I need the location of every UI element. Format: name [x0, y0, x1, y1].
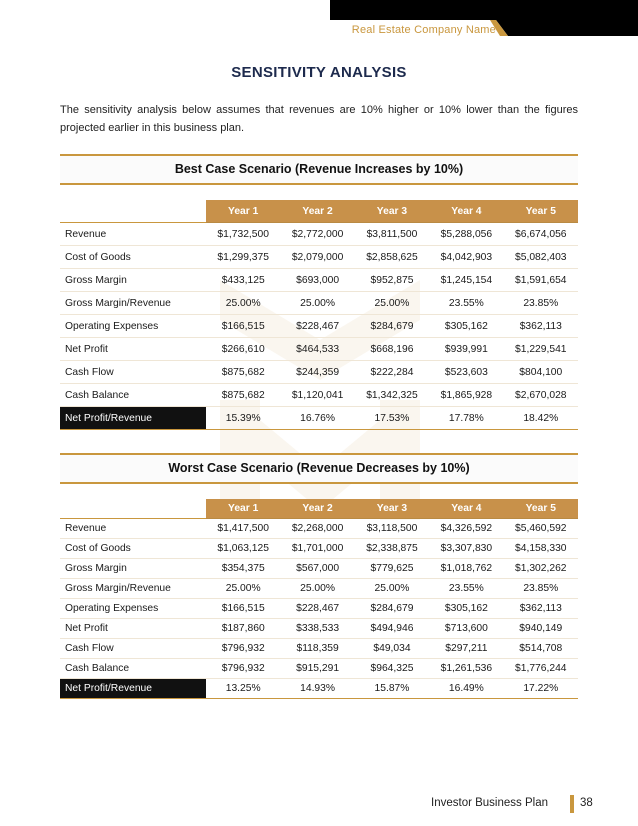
- row-label: Revenue: [60, 519, 206, 539]
- table-row: [60, 361, 578, 384]
- row-label: Cash Balance: [60, 659, 206, 679]
- table-cell: $1,342,325: [355, 384, 429, 407]
- table-cell: $187,860: [206, 619, 280, 639]
- column-header: Year 4: [429, 499, 503, 519]
- table-cell: $3,118,500: [355, 519, 429, 539]
- table-row: [60, 338, 578, 361]
- table-cell: $3,811,500: [355, 223, 429, 246]
- column-header: Year 3: [355, 499, 429, 519]
- table-cell: $297,211: [429, 639, 503, 659]
- table-cell: $1,018,762: [429, 559, 503, 579]
- table-cell: $1,261,536: [429, 659, 503, 679]
- table-cell: $338,533: [280, 619, 354, 639]
- table-cell: $964,325: [355, 659, 429, 679]
- table-cell: 25.00%: [280, 579, 354, 599]
- table-cell: $523,603: [429, 361, 503, 384]
- table-cell: $4,158,330: [504, 539, 578, 559]
- row-label: Operating Expenses: [60, 315, 206, 338]
- table-cell: $4,326,592: [429, 519, 503, 539]
- column-header: Year 1: [206, 200, 280, 223]
- table-cell: 25.00%: [280, 292, 354, 315]
- table-cell: $1,865,928: [429, 384, 503, 407]
- table-cell: $1,701,000: [280, 539, 354, 559]
- table-cell: $668,196: [355, 338, 429, 361]
- table-cell: $804,100: [504, 361, 578, 384]
- table-cell: $5,288,056: [429, 223, 503, 246]
- table-row: [60, 639, 578, 659]
- best-case-table: [60, 200, 578, 430]
- table-cell: $166,515: [206, 315, 280, 338]
- table-cell: $2,338,875: [355, 539, 429, 559]
- table-cell: $2,268,000: [280, 519, 354, 539]
- footer-divider: [570, 795, 574, 813]
- header-blank-cell: [60, 499, 206, 519]
- row-label: Net Profit: [60, 619, 206, 639]
- column-header: Year 4: [429, 200, 503, 223]
- table-cell: $305,162: [429, 315, 503, 338]
- table-cell: $796,932: [206, 639, 280, 659]
- table-cell: 15.87%: [355, 679, 429, 699]
- footer-doc-name: Investor Business Plan: [431, 797, 548, 809]
- table-cell: $875,682: [206, 361, 280, 384]
- worst-case-table: [60, 499, 578, 699]
- row-label: Cost of Goods: [60, 246, 206, 269]
- row-label: Gross Margin: [60, 559, 206, 579]
- page-number: 38: [580, 797, 593, 809]
- table-cell: $1,229,541: [504, 338, 578, 361]
- table-cell: $49,034: [355, 639, 429, 659]
- table-cell: $693,000: [280, 269, 354, 292]
- row-label: Net Profit/Revenue: [60, 679, 206, 699]
- table-row: [60, 384, 578, 407]
- table-cell: $514,708: [504, 639, 578, 659]
- table-cell: 16.49%: [429, 679, 503, 699]
- table-row: [60, 559, 578, 579]
- table-cell: $939,991: [429, 338, 503, 361]
- table-cell: $362,113: [504, 315, 578, 338]
- table-cell: 23.55%: [429, 579, 503, 599]
- table-cell: 23.85%: [504, 292, 578, 315]
- row-label: Cash Balance: [60, 384, 206, 407]
- table-cell: 14.93%: [280, 679, 354, 699]
- table-cell: $284,679: [355, 599, 429, 619]
- row-label: Cost of Goods: [60, 539, 206, 559]
- row-label: Net Profit/Revenue: [60, 407, 206, 430]
- table-cell: $940,149: [504, 619, 578, 639]
- table-cell: 23.55%: [429, 292, 503, 315]
- table-row: [60, 539, 578, 559]
- table-cell: $362,113: [504, 599, 578, 619]
- company-name: Real Estate Company Name: [351, 24, 496, 36]
- column-header: Year 1: [206, 499, 280, 519]
- table-cell: $1,063,125: [206, 539, 280, 559]
- table-cell: $433,125: [206, 269, 280, 292]
- table-row: [60, 619, 578, 639]
- table-cell: $354,375: [206, 559, 280, 579]
- table-cell: $915,291: [280, 659, 354, 679]
- table-cell: 16.76%: [280, 407, 354, 430]
- table-cell: $875,682: [206, 384, 280, 407]
- table-cell: $1,120,041: [280, 384, 354, 407]
- table-cell: 25.00%: [206, 292, 280, 315]
- table-cell: $464,533: [280, 338, 354, 361]
- table-row: [60, 599, 578, 619]
- page-title: SENSITIVITY ANALYSIS: [231, 64, 407, 81]
- table-row: [60, 659, 578, 679]
- header-blank-cell: [60, 200, 206, 223]
- table-cell: $1,299,375: [206, 246, 280, 269]
- table-cell: $6,674,056: [504, 223, 578, 246]
- table-cell: 25.00%: [206, 579, 280, 599]
- table-cell: $244,359: [280, 361, 354, 384]
- table-row: [60, 292, 578, 315]
- row-label: Gross Margin: [60, 269, 206, 292]
- best-case-section: [60, 154, 578, 430]
- table-header-row: [60, 200, 578, 223]
- table-cell: 13.25%: [206, 679, 280, 699]
- table-cell: $222,284: [355, 361, 429, 384]
- column-header: Year 3: [355, 200, 429, 223]
- table-row: [60, 679, 578, 699]
- table-cell: $228,467: [280, 315, 354, 338]
- best-case-heading: Best Case Scenario (Revenue Increases by 10%): [60, 154, 578, 185]
- table-cell: 17.53%: [355, 407, 429, 430]
- table-cell: $1,302,262: [504, 559, 578, 579]
- table-cell: $494,946: [355, 619, 429, 639]
- table-cell: $3,307,830: [429, 539, 503, 559]
- table-cell: $305,162: [429, 599, 503, 619]
- worst-case-heading: Worst Case Scenario (Revenue Decreases by 10%): [60, 453, 578, 484]
- table-cell: $5,082,403: [504, 246, 578, 269]
- table-cell: 25.00%: [355, 579, 429, 599]
- table-cell: $2,670,028: [504, 384, 578, 407]
- row-label: Operating Expenses: [60, 599, 206, 619]
- row-label: Cash Flow: [60, 361, 206, 384]
- table-cell: 18.42%: [504, 407, 578, 430]
- table-row: [60, 223, 578, 246]
- table-cell: $4,042,903: [429, 246, 503, 269]
- header-bar: [0, 0, 638, 44]
- table-row: [60, 579, 578, 599]
- table-cell: $2,772,000: [280, 223, 354, 246]
- table-cell: $796,932: [206, 659, 280, 679]
- row-label: Gross Margin/Revenue: [60, 579, 206, 599]
- column-header: Year 2: [280, 499, 354, 519]
- row-label: Net Profit: [60, 338, 206, 361]
- table-cell: $284,679: [355, 315, 429, 338]
- table-cell: $952,875: [355, 269, 429, 292]
- row-label: Cash Flow: [60, 639, 206, 659]
- table-header-row: [60, 499, 578, 519]
- column-header: Year 2: [280, 200, 354, 223]
- table-cell: $1,417,500: [206, 519, 280, 539]
- table-cell: $266,610: [206, 338, 280, 361]
- table-row: [60, 407, 578, 430]
- table-cell: $779,625: [355, 559, 429, 579]
- table-cell: 25.00%: [355, 292, 429, 315]
- table-cell: $166,515: [206, 599, 280, 619]
- table-cell: $2,079,000: [280, 246, 354, 269]
- table-cell: $1,245,154: [429, 269, 503, 292]
- table-cell: 17.78%: [429, 407, 503, 430]
- table-cell: $228,467: [280, 599, 354, 619]
- table-cell: $1,776,244: [504, 659, 578, 679]
- column-header: Year 5: [504, 499, 578, 519]
- table-row: [60, 246, 578, 269]
- table-row: [60, 315, 578, 338]
- table-row: [60, 269, 578, 292]
- table-row: [60, 519, 578, 539]
- header-shape: [0, 0, 638, 44]
- table-cell: $567,000: [280, 559, 354, 579]
- intro-paragraph: The sensitivity analysis below assumes that revenues are 10% higher or 10% lower than the figures projected earlier in this business plan.: [60, 104, 578, 134]
- table-cell: 15.39%: [206, 407, 280, 430]
- table-cell: $2,858,625: [355, 246, 429, 269]
- table-cell: $1,732,500: [206, 223, 280, 246]
- row-label: Gross Margin/Revenue: [60, 292, 206, 315]
- row-label: Revenue: [60, 223, 206, 246]
- table-cell: $1,591,654: [504, 269, 578, 292]
- column-header: Year 5: [504, 200, 578, 223]
- table-cell: 23.85%: [504, 579, 578, 599]
- table-cell: 17.22%: [504, 679, 578, 699]
- worst-case-section: [60, 453, 578, 699]
- table-cell: $713,600: [429, 619, 503, 639]
- table-cell: $118,359: [280, 639, 354, 659]
- table-cell: $5,460,592: [504, 519, 578, 539]
